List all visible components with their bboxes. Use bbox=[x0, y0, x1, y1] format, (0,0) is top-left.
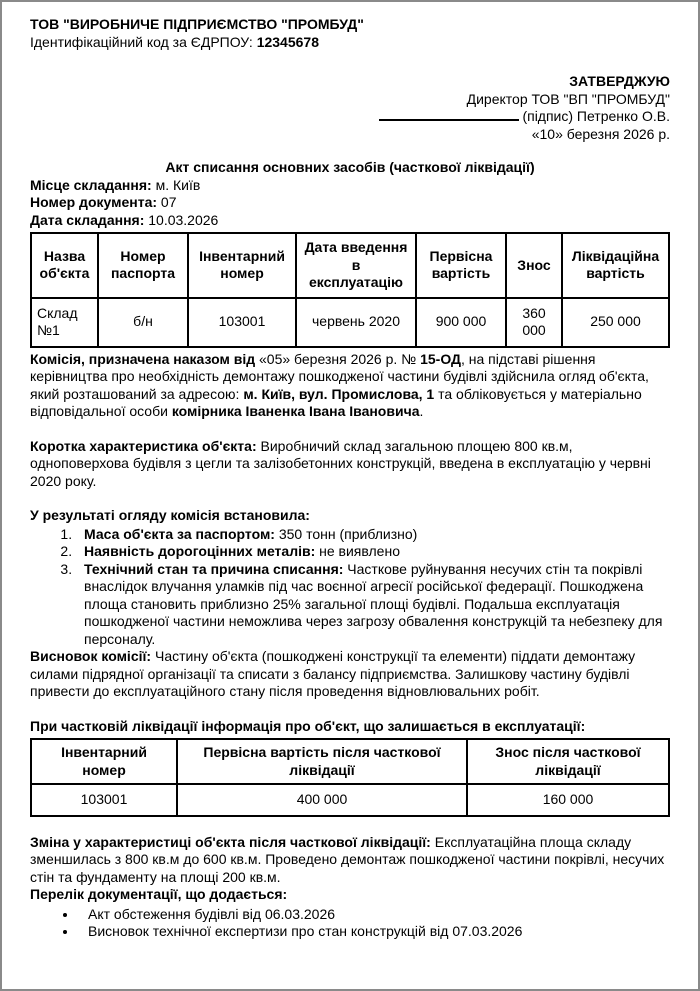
initial-cost-after-cell: 400 000 bbox=[177, 784, 467, 816]
partial-liquidation-heading: При частковій ліквідації інформація про об'єкт, що залишається в експлуатації: bbox=[30, 717, 586, 734]
passport-number-cell: б/н bbox=[98, 298, 188, 347]
partial-table-header-cell: Первісна вартість після часткової ліквідації bbox=[177, 739, 467, 784]
initial-cost-cell: 900 000 bbox=[416, 298, 506, 347]
object-address: м. Київ, вул. Промислова, 1 bbox=[243, 385, 435, 402]
list-item bbox=[76, 543, 670, 561]
document-date-label: Дата складання: bbox=[30, 211, 149, 228]
partial-table-header-row bbox=[31, 739, 669, 784]
asset-table-header-cell: Номер паспорта bbox=[98, 233, 188, 298]
change-label: Зміна у характеристиці об'єкта після часткової ліквідації: bbox=[30, 833, 431, 850]
asset-table-header-cell: Назва об'єкта bbox=[31, 233, 98, 298]
finding-text: не виявлено bbox=[315, 543, 400, 559]
liquidation-value-cell: 250 000 bbox=[562, 298, 669, 347]
meta-date-line bbox=[30, 212, 670, 230]
partial-table-row bbox=[31, 784, 669, 816]
characteristics-label: Коротка характеристика об'єкта: bbox=[30, 437, 257, 454]
order-number: 15-ОД bbox=[420, 350, 461, 367]
commissioning-date-cell: червень 2020 bbox=[296, 298, 416, 347]
commission-paragraph bbox=[30, 351, 670, 421]
asset-table-header-cell: Інвентарний номер bbox=[188, 233, 296, 298]
edrpou-label: Ідентифікаційний код за ЄДРПОУ: bbox=[30, 33, 257, 50]
findings-list bbox=[30, 526, 670, 649]
commission-basis: , на підставі рішення керівництва про необхідність демонтажу пошкодженої частини будівлі здійснила огляд об'єкта, який розташований за адресою: bbox=[30, 350, 649, 402]
asset-table bbox=[30, 232, 670, 348]
responsible-person: комірника Іваненка Івана Івановича bbox=[171, 403, 420, 419]
meta-place-line bbox=[30, 177, 670, 195]
document-date-value: 10.03.2026 bbox=[148, 211, 219, 228]
documentation-list bbox=[30, 906, 670, 941]
partial-liquidation-table bbox=[30, 738, 670, 817]
characteristics-text: Виробничий склад загальною площею 800 кв.м, одноповерхова будівля з цегли та залізобетонних конструкцій, введена в експлуатацію у червні 2020 року. bbox=[30, 437, 651, 489]
page-title: Акт списання основних засобів (часткової ліквідації) bbox=[165, 159, 535, 175]
sentence-end: . bbox=[419, 403, 424, 419]
document-number-value: 07 bbox=[160, 194, 177, 210]
characteristics-paragraph bbox=[30, 438, 670, 491]
finding-label: Наявність дорогоцінних металів: bbox=[84, 543, 316, 559]
conclusion-label: Висновок комісії: bbox=[30, 648, 152, 664]
documentation-heading: Перелік документації, що додається: bbox=[30, 886, 288, 902]
change-paragraph bbox=[30, 834, 670, 887]
document-number-label: Номер документа: bbox=[30, 194, 161, 210]
asset-table-header-cell: Дата введення в експлуатацію bbox=[296, 233, 416, 298]
inventory-number-cell: 103001 bbox=[188, 298, 296, 347]
edrpou-line bbox=[30, 34, 670, 52]
meta-number-line bbox=[30, 194, 670, 212]
asset-table-header-row bbox=[31, 233, 669, 298]
conclusion-paragraph bbox=[30, 648, 670, 701]
approval-date: «10» березня 2026 р. bbox=[531, 125, 670, 142]
finding-label: Маса об'єкта за паспортом: bbox=[84, 525, 275, 542]
partial-table-header-cell: Інвентарний номер bbox=[31, 739, 177, 784]
finding-text: Часткове руйнування несучих стін та покрівлі внаслідок влучання уламків під час воєнної агресії російської федерації. Пошкоджена площа становить приблизно 25% загальної площі будівлі. Подальша експлуатація пошкодженої частини неможлива через загрозу обвалення конструкцій та небезпеку для персоналу. bbox=[84, 560, 663, 647]
signature-caption: (підпис) Петренко О.В. bbox=[518, 108, 670, 124]
depreciation-cell: 360 000 bbox=[506, 298, 562, 347]
partial-table-header-cell: Знос після часткової ліквідації bbox=[467, 739, 669, 784]
inventory-number-cell: 103001 bbox=[31, 784, 177, 816]
list-item bbox=[76, 526, 670, 544]
commission-intro: Комісія, призначена наказом від bbox=[30, 350, 256, 367]
company-name: ТОВ "ВИРОБНИЧЕ ПІДПРИЄМСТВО "ПРОМБУД" bbox=[30, 16, 364, 32]
order-date: «05» березня 2026 р. № bbox=[255, 350, 421, 367]
asset-table-header-cell: Первісна вартість bbox=[416, 233, 506, 298]
list-item bbox=[76, 561, 670, 649]
asset-table-header-cell: Знос bbox=[506, 233, 562, 298]
list-item: • Акт обстеження будівлі від 06.03.2026 bbox=[78, 906, 670, 924]
asset-table-row bbox=[31, 298, 669, 347]
letterhead bbox=[30, 16, 670, 51]
place-label: Місце складання: bbox=[30, 176, 156, 193]
change-text: Експлуатаційна площа складу зменшилась з 800 кв.м до 600 кв.м. Проведено демонтаж пошкодженої частини покрівлі, несучих стін та фундаменту на площі 200 кв.м. bbox=[30, 833, 665, 885]
accounting-note: та обліковується у матеріально відповідальної особи bbox=[30, 385, 642, 419]
list-item: • Висновок технічної експертизи про стан конструкцій від 07.03.2026 bbox=[78, 923, 670, 941]
approval-block bbox=[30, 73, 670, 143]
approval-director-line: Директор ТОВ "ВП "ПРОМБУД" bbox=[466, 90, 670, 107]
findings-heading: У результаті огляду комісія встановила: bbox=[30, 507, 310, 523]
signature-line bbox=[379, 115, 519, 121]
signature-row bbox=[30, 108, 670, 126]
depreciation-after-cell: 160 000 bbox=[467, 784, 669, 816]
approval-title: ЗАТВЕРДЖУЮ bbox=[569, 73, 670, 89]
asset-table-header-cell: Ліквідаційна вартість bbox=[562, 233, 669, 298]
edrpou-value: 12345678 bbox=[256, 33, 319, 50]
finding-label: Технічний стан та причина списання: bbox=[84, 560, 344, 577]
place-value: м. Київ bbox=[155, 176, 201, 193]
asset-name-cell: Склад №1 bbox=[31, 298, 98, 347]
finding-text: 350 тонн (приблизно) bbox=[274, 525, 418, 542]
conclusion-text: Частину об'єкта (пошкоджені конструкції та елементи) піддати демонтажу силами підрядної організації та списати з балансу підприємства. Залишкову частину будівлі привести до експлуатаційного стану після проведення відновлювальних робіт. bbox=[30, 648, 636, 699]
